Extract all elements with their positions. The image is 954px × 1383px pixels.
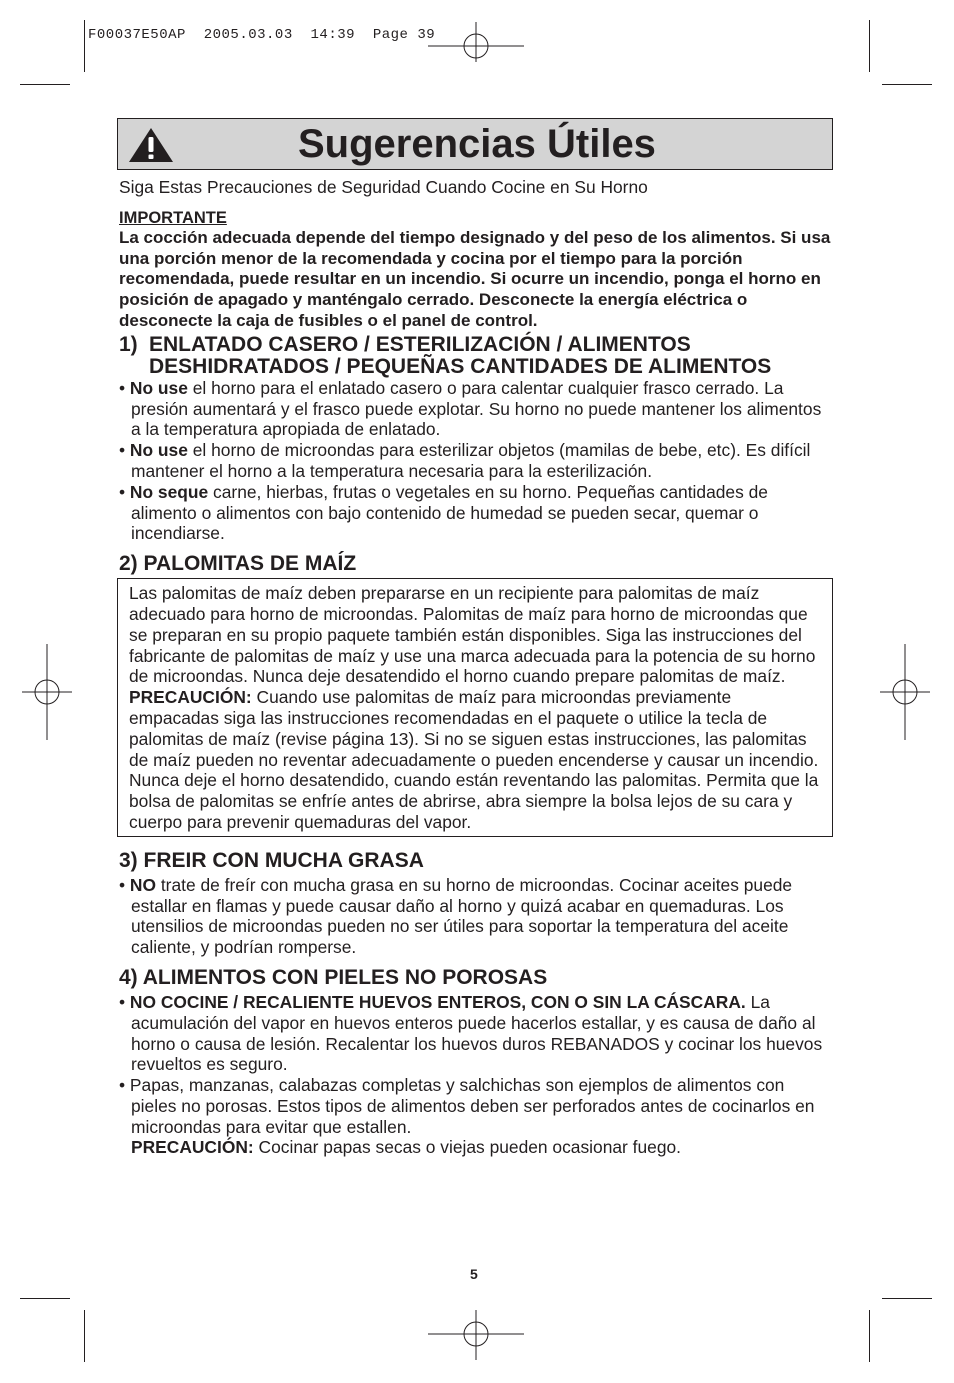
subtitle: Siga Estas Precauciones de Seguridad Cuando Cocine en Su Horno xyxy=(119,177,648,197)
bullet-lead: NO COCINE / RECALIENTE HUEVOS ENTEROS, CON O SIN LA CÁSCARA. xyxy=(129,991,746,1012)
section-1-number: 1) xyxy=(119,332,138,356)
bullet-text: Papas, manzanas, calabazas completas y salchichas son ejemplos de alimentos con pieles no porosas. Estos tipos de alimentos deben ser perforados antes de cocinarlos en microondas para evitar que estallen. xyxy=(129,1075,815,1137)
section-2-title: 2) PALOMITAS DE MAÍZ xyxy=(119,552,357,576)
caution-label: PRECAUCIÓN: xyxy=(131,1137,254,1158)
section-3-title: 3) FREIR CON MUCHA GRASA xyxy=(119,848,424,872)
popcorn-paragraph-3: Nunca deje el horno desatendido, cuando están reventando las palomitas. Permita que la bolsa de palomitas se enfríe antes de abrirse, abra siempre la bolsa lejos de su cara y cuerpo para prevenir quemaduras del vapor. xyxy=(129,770,819,832)
popcorn-box xyxy=(117,578,833,837)
list-item: • No use el horno de microondas para esterilizar objetos (mamilas de bebe, etc). Es difícil mantener el horno a la temperatura necesaria para la esterilización. xyxy=(119,440,811,481)
list-item: • NO COCINE / RECALIENTE HUEVOS ENTEROS, CON O SIN LA CÁSCARA. La acumulación del vapor en huevos enteros puede hacerlos estallar, y es causa de daño al horno o causa de lesión. Recalentar los huevos duros REBANADOS y cocinar los huevos revueltos es seguro. xyxy=(119,991,823,1075)
bullet-text: el horno para el enlatado casero o para calentar cualquier frasco cerrado. La presión aumentará y el frasco puede explotar. Su horno no puede mantener los alimentos a la temperatura apropiada de enlatado. xyxy=(131,377,822,440)
list-item: • NO trate de freír con mucha grasa en su horno de microondas. Cocinar aceites puede estallar en flamas y puede causar daño al horno y quizá acabar en quemaduras. Los utensilios de microondas pueden no ser útiles para soportar la temperatura del aceite caliente, y podrían romperse. xyxy=(119,874,793,958)
caution-label: PRECAUCIÓN: xyxy=(129,687,252,708)
crop-mark xyxy=(20,84,70,85)
crop-mark xyxy=(84,1310,85,1362)
list-item: • No use el horno para el enlatado casero o para calentar cualquier frasco cerrado. La presión aumentará y el frasco puede explotar. Su horno no puede mantener los alimentos a la temperatura apropiada de enlatado. xyxy=(119,377,822,440)
popcorn-caution xyxy=(129,687,822,770)
page-title: Sugerencias Útiles xyxy=(298,122,656,166)
section-1-heading xyxy=(119,334,833,378)
bullet-text: el horno de microondas para esterilizar objetos (mamilas de bebe, etc). Es difícil mantener el horno a la temperatura necesaria para la esterilización. xyxy=(131,440,811,481)
crop-mark xyxy=(882,1298,932,1299)
bullet-text: trate de freír con mucha grasa en su horno de microondas. Cocinar aceites puede estallar en flamas y puede causar daño al horno y quizá acabar en quemaduras. Los utensilios de microondas pueden no ser útiles para soportar la temperatura del aceite caliente, y podrían romperse. xyxy=(131,874,793,958)
content xyxy=(119,175,833,1158)
section-4-title: 4) ALIMENTOS CON PIELES NO POROSAS xyxy=(119,965,548,989)
caution-text: Cuando use palomitas de maíz para microondas previamente empacadas siga las instrucciones recomendadas en el paquete o utilice la tecla de palomitas de maíz (revise página 13). Si no se siguen estas instrucciones, las palomitas de maíz pueden no reventar adecuadamente o pueden encenderse y causar un incendio. xyxy=(129,687,819,770)
crop-mark xyxy=(869,1310,870,1362)
registration-mark-top xyxy=(428,22,524,62)
title-bar xyxy=(117,118,833,170)
crop-mark xyxy=(84,20,85,72)
list-item: • No seque carne, hierbas, frutas o vegetales en su horno. Pequeñas cantidades de alimento o alimentos con bajo contenido de humedad se pueden secar, quemar o incendiarse. xyxy=(119,481,768,544)
crop-mark xyxy=(20,1298,70,1299)
important-text: La cocción adecuada depende del tiempo designado y del peso de los alimentos. Si usa una porción menor de la recomendada y cocina por el tiempo para la porción recomendada, puede resultar en un incendio. Si ocurre un incendio, ponga el horno en posición de apagado y manténgalo cerrado. Desconecte la energía eléctrica o desconecte la caja de fusibles o el panel de control. xyxy=(119,227,831,330)
registration-mark-left xyxy=(22,644,72,740)
registration-mark-right xyxy=(880,644,930,740)
caution-text: Cocinar papas secas o viejas pueden ocasionar fuego. xyxy=(253,1137,682,1158)
important-label: IMPORTANTE xyxy=(119,208,227,227)
bullet-lead: NO xyxy=(129,874,157,895)
popcorn-paragraph-1: Las palomitas de maíz deben prepararse en un recipiente para palomitas de maíz adecuado para horno de microondas. Palomitas de maíz para horno de microondas que se preparan en su propio paquete también están disponibles. Siga las instrucciones del fabricante de palomitas de maíz y use una marca adecuada para la potencia de su horno de microondas. Nunca deje desatendido el horno cuando prepare palomitas de maíz. xyxy=(129,583,816,687)
list-item: • Papas, manzanas, calabazas completas y salchichas son ejemplos de alimentos con pieles no porosas. Estos tipos de alimentos deben ser perforados antes de cocinarlos en microondas para evitar que estallen. PRECAUCIÓN: Cocinar papas secas o viejas pueden ocasionar fuego. xyxy=(119,1075,815,1158)
bullet-lead: No seque xyxy=(129,481,209,502)
bullet-lead: No use xyxy=(129,377,188,398)
bullet-text: La acumulación del vapor en huevos enteros puede hacerlos estallar, y es causa de daño al horno o causa de lesión. Recalentar los huevos duros REBANADOS y cocinar los huevos revueltos es seguro. xyxy=(131,991,823,1075)
section-1-title: ENLATADO CASERO / ESTERILIZACIÓN / ALIMENTOS DESHIDRATADOS / PEQUEÑAS CANTIDADES DE ALIMENTOS xyxy=(149,332,772,378)
bullet-text: carne, hierbas, frutas o vegetales en su horno. Pequeñas cantidades de alimento o alimentos con bajo contenido de humedad se pueden secar, quemar o incendiarse. xyxy=(131,481,768,544)
warning-icon xyxy=(127,126,175,164)
registration-mark-bottom xyxy=(428,1310,524,1360)
bullet-lead: No use xyxy=(129,440,188,461)
page-number: 5 xyxy=(470,1266,478,1282)
crop-mark xyxy=(869,20,870,72)
crop-mark xyxy=(882,84,932,85)
print-header: F00037E50AP 2005.03.03 14:39 Page 39 xyxy=(88,27,436,43)
